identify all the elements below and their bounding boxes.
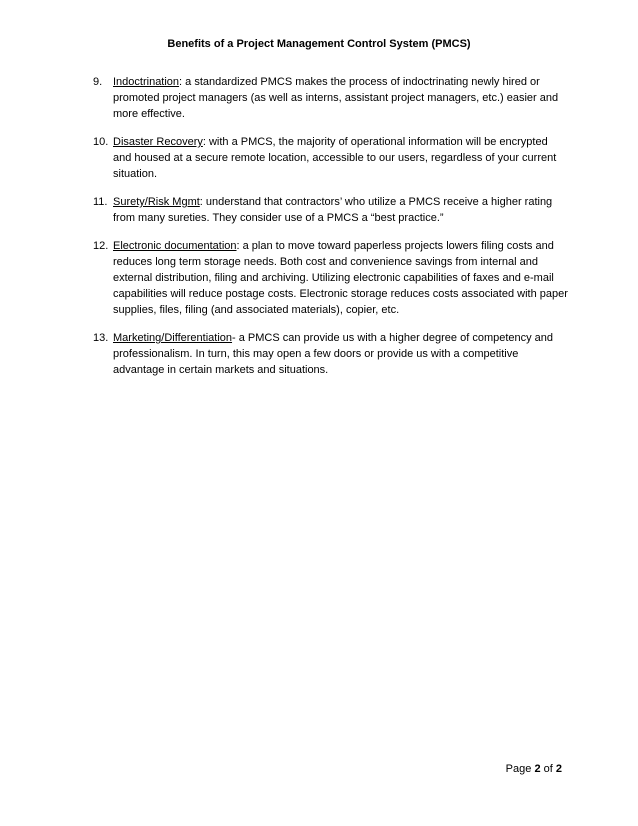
list-item: [93, 134, 568, 182]
list-item: [93, 194, 568, 226]
page-footer: [506, 761, 562, 777]
item-number: 11.: [93, 196, 108, 208]
item-term: Electronic documentation: [113, 240, 237, 252]
item-number: 12.: [93, 240, 109, 252]
item-term: Surety/Risk Mgmt: [113, 196, 200, 208]
list-item: [93, 330, 568, 378]
item-term: Disaster Recovery: [113, 136, 203, 148]
item-description: : with a PMCS, the majority of operational information will be encrypted and housed at a secure remote location, accessible to our users, regardless of your current situation.: [113, 136, 557, 180]
page-label: Page: [505, 763, 532, 775]
item-description: : a standardized PMCS makes the process of indoctrinating newly hired or promoted project managers (as well as interns, assistant project managers, etc.) easier and more effective.: [113, 76, 559, 120]
item-description: : a plan to move toward paperless projects lowers filing costs and reduces long term storage needs. Both cost and convenience savings from internal and external distribution, filing and archiving. Utilizing electronic capabilities of faxes and e-mail capabilities will reduce postage costs. Electronic storage reduces costs associated with paper supplies, files, filing (and associated materials), copier, etc.: [113, 240, 568, 316]
item-description: : understand that contractors’ who utilize a PMCS receive a higher rating from many sureties. They consider use of a PMCS a “best practice.”: [113, 196, 553, 224]
of-label: of: [543, 763, 553, 775]
item-number: 10.: [93, 136, 109, 148]
list-item: [93, 238, 568, 318]
item-term: Marketing/Differentiation: [113, 332, 233, 344]
total-pages-number: 2: [555, 763, 562, 775]
current-page-number: 2: [534, 763, 541, 775]
item-term: Indoctrination: [113, 76, 180, 88]
item-description: - a PMCS can provide us with a higher degree of competency and professionalism. In turn, this may open a few doors or provide us with a competitive advantage in certain markets and situations.: [113, 332, 554, 376]
item-number: 13.: [93, 332, 109, 344]
benefits-list: [93, 74, 568, 390]
item-number: 9.: [93, 76, 103, 88]
list-item: [93, 74, 568, 122]
document-title: Benefits of a Project Management Control System (PMCS): [167, 38, 471, 50]
